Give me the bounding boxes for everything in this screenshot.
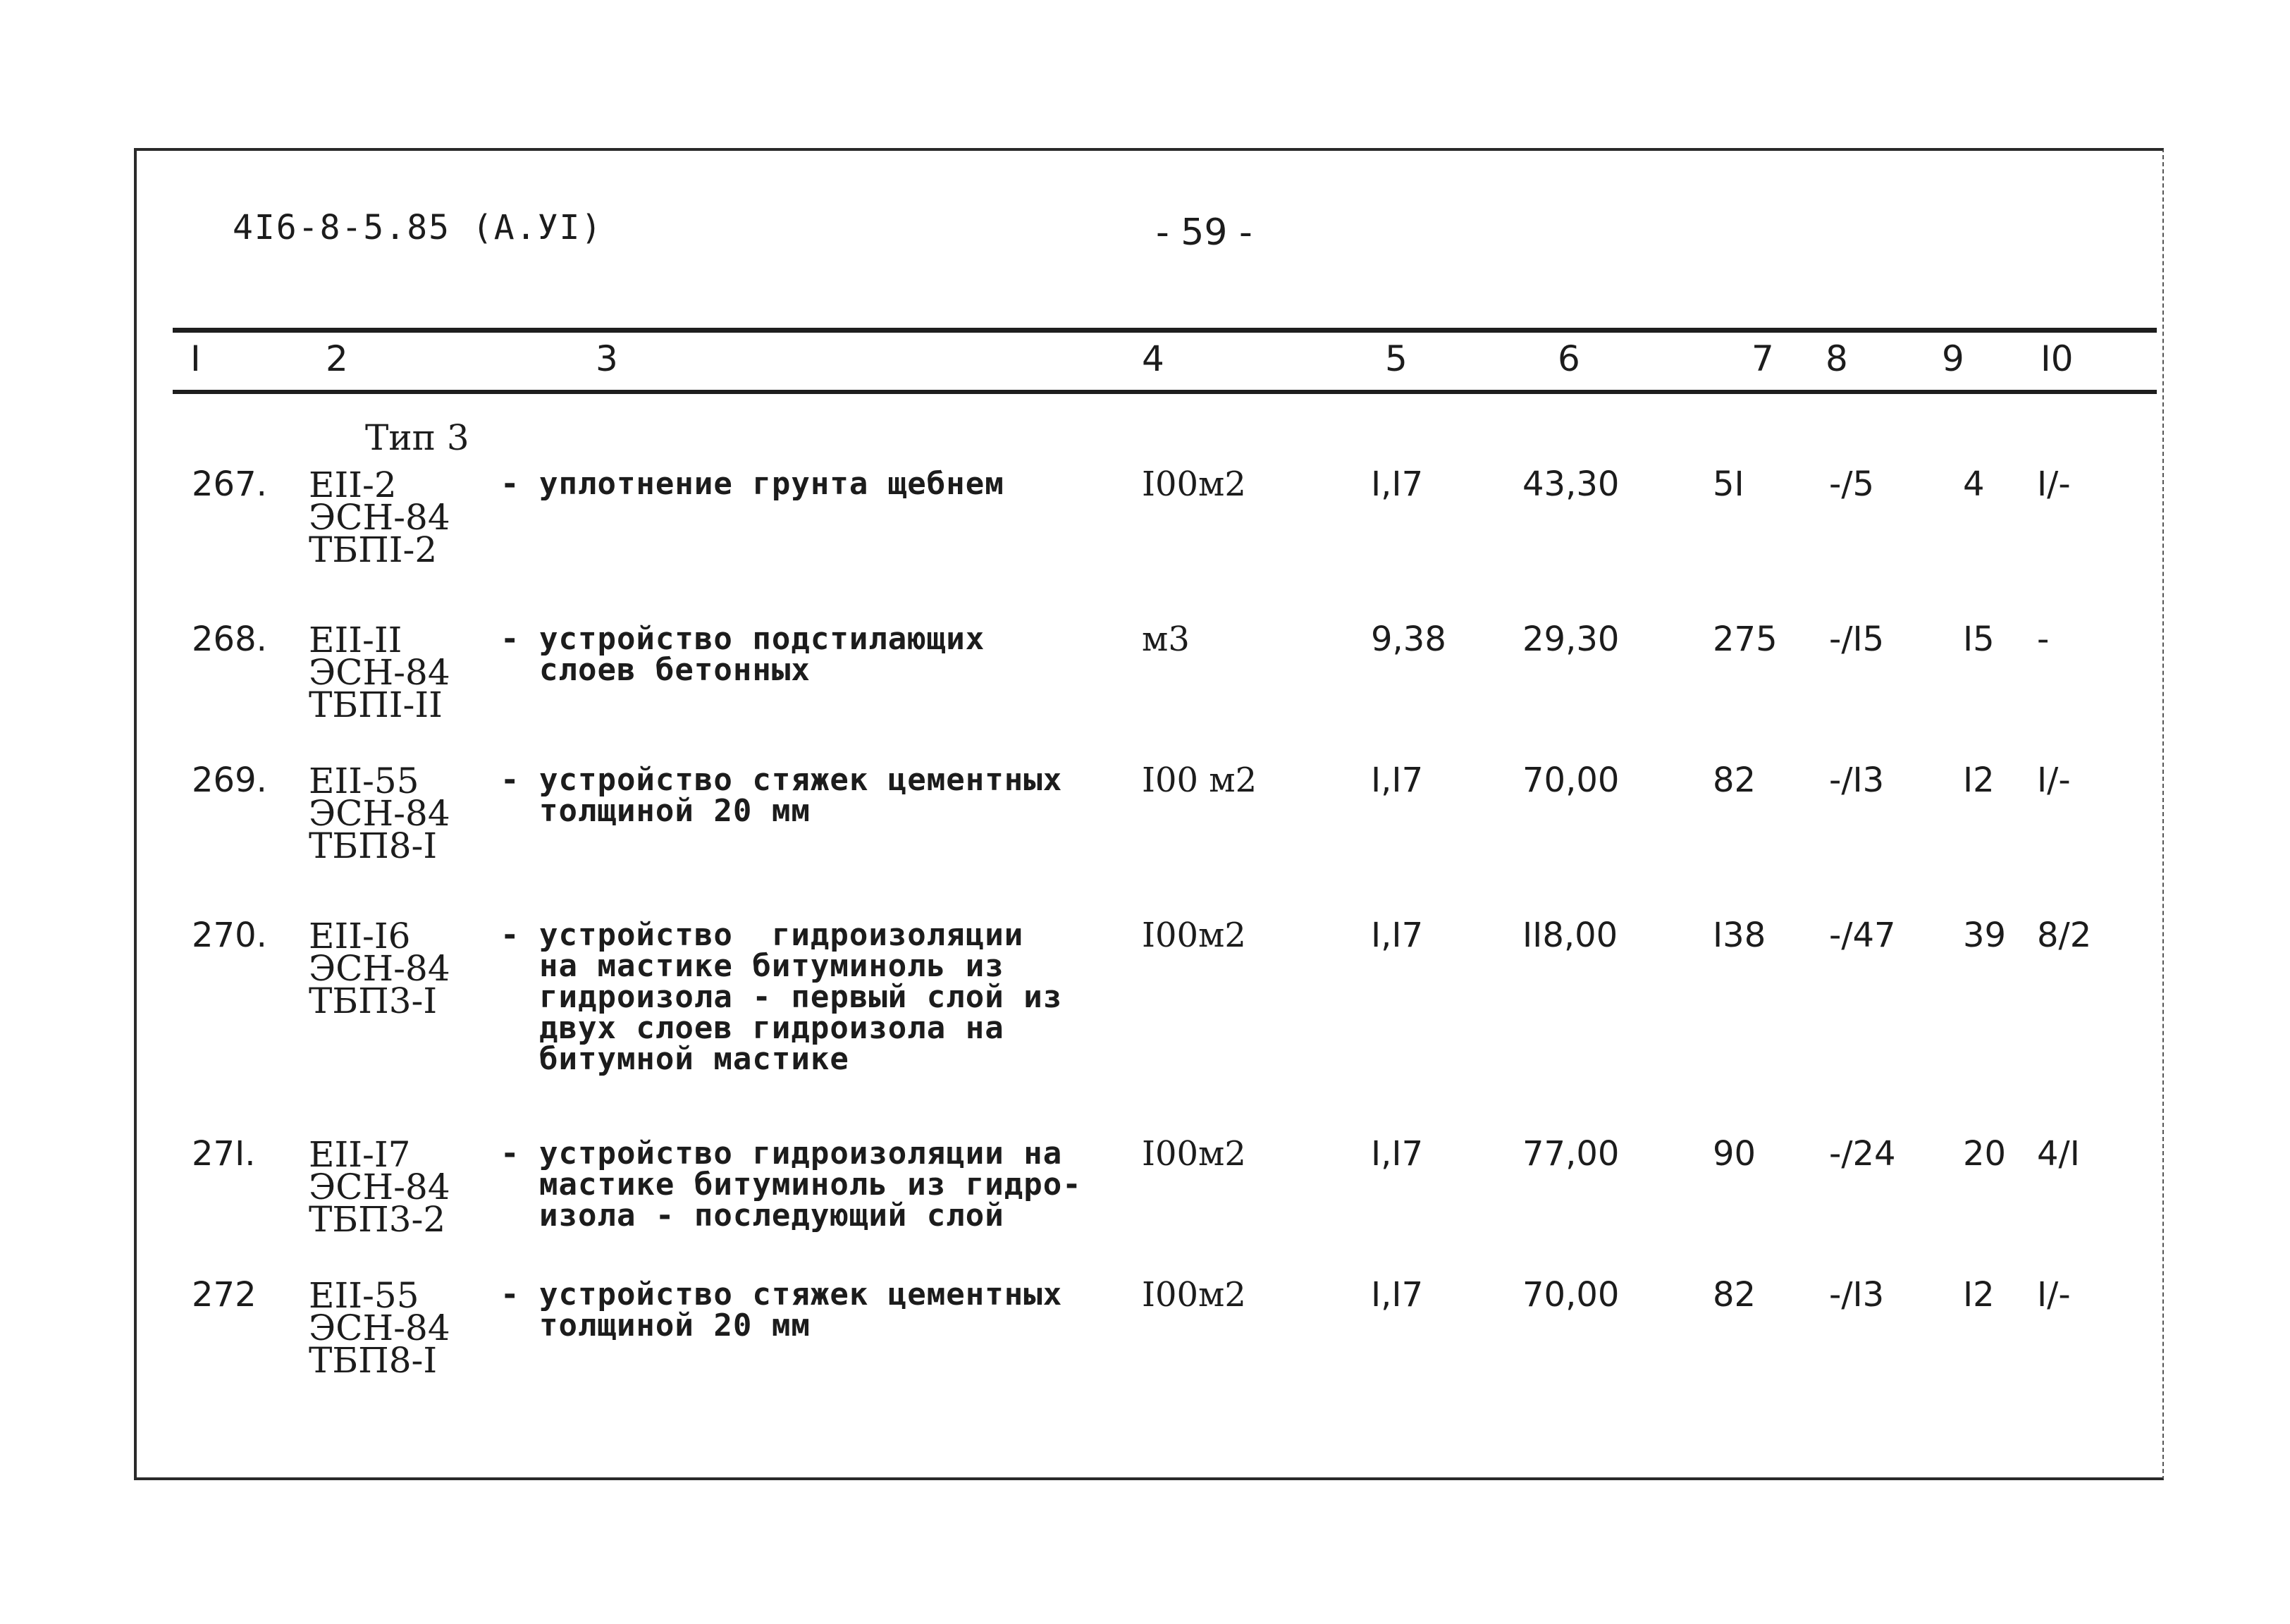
norm-code bbox=[309, 620, 450, 725]
column-10-cell: I/- bbox=[2037, 465, 2071, 504]
column-header-8: 8 bbox=[1826, 338, 1848, 379]
work-description-line: - устройство гидроизоляции bbox=[500, 917, 1024, 953]
section-title: Тип 3 bbox=[365, 417, 469, 458]
column-6-cell: 70,00 bbox=[1522, 1275, 1620, 1315]
column-6-cell: 43,30 bbox=[1522, 465, 1620, 504]
work-description bbox=[500, 1136, 1082, 1234]
work-description-line: гидроизола - первый слой из bbox=[500, 979, 1063, 1015]
page-number: - 59 - bbox=[1156, 211, 1252, 254]
norm-code-line: ЭСН-84 bbox=[309, 793, 450, 834]
work-description-line: битумной мастике bbox=[500, 1041, 849, 1077]
norm-code-line: ТБП3-I bbox=[309, 980, 438, 1021]
column-7-cell: 5I bbox=[1713, 465, 1744, 504]
norm-code-line: ЭСН-84 bbox=[309, 1308, 450, 1348]
norm-code-line: ТБП8-I bbox=[309, 825, 438, 866]
norm-code-line: ТБП3-2 bbox=[309, 1199, 446, 1240]
column-5-cell: 9,38 bbox=[1371, 620, 1446, 659]
norm-code-line: EII-55 bbox=[309, 1275, 419, 1316]
column-8-cell: -/47 bbox=[1829, 916, 1896, 955]
column-5-cell: I,I7 bbox=[1371, 1275, 1424, 1315]
column-10-cell: - bbox=[2037, 620, 2050, 659]
norm-code bbox=[309, 465, 450, 570]
work-description-line: двух слоев гидроизола на bbox=[500, 1010, 1004, 1046]
norm-code-line: ТБПI-2 bbox=[309, 529, 438, 570]
norm-code bbox=[309, 916, 450, 1021]
norm-code bbox=[309, 1275, 450, 1381]
column-6-cell: 77,00 bbox=[1522, 1134, 1620, 1174]
column-6-cell: 70,00 bbox=[1522, 761, 1620, 800]
document-code: 4I6-8-5.85 (A.УI) bbox=[233, 208, 603, 247]
column-7-cell: 90 bbox=[1713, 1134, 1756, 1174]
column-8-cell: -/I3 bbox=[1829, 761, 1885, 800]
norm-code bbox=[309, 1134, 450, 1240]
work-description-line: изола - последующий слой bbox=[500, 1198, 1004, 1234]
work-description-line: - устройство гидроизоляции на bbox=[500, 1136, 1063, 1171]
column-header-3: 3 bbox=[596, 338, 618, 379]
work-description-line: слоев бетонных bbox=[500, 652, 811, 688]
norm-code-line: EII-55 bbox=[309, 761, 419, 801]
unit-cell: I00м2 bbox=[1142, 1275, 1246, 1315]
work-description-line: толщиной 20 мм bbox=[500, 793, 811, 829]
column-7-cell: I38 bbox=[1713, 916, 1766, 955]
work-description bbox=[500, 917, 1063, 1077]
column-8-cell: -/24 bbox=[1829, 1134, 1896, 1174]
row-number: 272 bbox=[192, 1275, 257, 1315]
norm-code-line: ТБП8-I bbox=[309, 1340, 438, 1381]
row-number: 267. bbox=[192, 465, 267, 504]
column-9-cell: 4 bbox=[1963, 465, 1985, 504]
work-description-line: - устройство стяжек цементных bbox=[500, 1277, 1063, 1312]
column-9-cell: 39 bbox=[1963, 916, 2007, 955]
norm-code-line: EII-2 bbox=[309, 465, 397, 505]
column-8-cell: -/I3 bbox=[1829, 1275, 1885, 1315]
column-header-4: 4 bbox=[1142, 338, 1164, 379]
work-description-line: - уплотнение грунта щебнем bbox=[500, 466, 1004, 502]
column-5-cell: I,I7 bbox=[1371, 465, 1424, 504]
norm-code-line: ЭСН-84 bbox=[309, 652, 450, 693]
column-5-cell: I,I7 bbox=[1371, 1134, 1424, 1174]
column-9-cell: I2 bbox=[1963, 761, 1995, 800]
column-5-cell: I,I7 bbox=[1371, 916, 1424, 955]
work-description-line: мастике битуминоль из гидро- bbox=[500, 1167, 1082, 1202]
column-8-cell: -/5 bbox=[1829, 465, 1875, 504]
column-9-cell: I5 bbox=[1963, 620, 1995, 659]
norm-code bbox=[309, 761, 450, 866]
work-description bbox=[500, 1279, 1062, 1341]
column-7-cell: 82 bbox=[1713, 1275, 1756, 1315]
column-header-9: 9 bbox=[1942, 338, 1964, 379]
norm-code-line: EII-I6 bbox=[309, 916, 411, 956]
column-header-5: 5 bbox=[1385, 338, 1408, 379]
row-number: 27I. bbox=[192, 1134, 256, 1174]
table-top-rule bbox=[173, 328, 2157, 333]
column-6-cell: II8,00 bbox=[1522, 916, 1618, 955]
norm-code-line: ЭСН-84 bbox=[309, 948, 450, 989]
column-9-cell: 20 bbox=[1963, 1134, 2007, 1174]
unit-cell: I00м2 bbox=[1142, 916, 1246, 955]
unit-cell: I00 м2 bbox=[1142, 761, 1257, 800]
row-number: 270. bbox=[192, 916, 267, 955]
column-7-cell: 275 bbox=[1713, 620, 1778, 659]
column-9-cell: I2 bbox=[1963, 1275, 1995, 1315]
work-description bbox=[500, 762, 1063, 829]
work-description-line: на мастике битуминоль из bbox=[500, 948, 1004, 984]
unit-cell: м3 bbox=[1142, 620, 1190, 659]
unit-cell: I00м2 bbox=[1142, 465, 1246, 504]
column-6-cell: 29,30 bbox=[1522, 620, 1620, 659]
norm-code-line: ТБПI-II bbox=[309, 684, 443, 725]
work-description bbox=[500, 466, 1004, 502]
column-header-1: I bbox=[190, 338, 201, 379]
column-10-cell: 4/I bbox=[2037, 1134, 2080, 1174]
column-header-10: I0 bbox=[2040, 338, 2074, 379]
column-10-cell: I/- bbox=[2037, 761, 2071, 800]
work-description-line: - устройство подстилающих bbox=[500, 621, 985, 657]
column-5-cell: I,I7 bbox=[1371, 761, 1424, 800]
work-description-line: - устройство стяжек цементных bbox=[500, 762, 1063, 798]
unit-cell: I00м2 bbox=[1142, 1134, 1246, 1174]
column-header-6: 6 bbox=[1558, 338, 1580, 379]
norm-code-line: ЭСН-84 bbox=[309, 1167, 450, 1207]
table-header-rule bbox=[173, 390, 2157, 394]
norm-code-line: EII-II bbox=[309, 620, 402, 660]
column-7-cell: 82 bbox=[1713, 761, 1756, 800]
column-10-cell: 8/2 bbox=[2037, 916, 2092, 955]
norm-code-line: ЭСН-84 bbox=[309, 497, 450, 538]
column-8-cell: -/I5 bbox=[1829, 620, 1885, 659]
row-number: 269. bbox=[192, 761, 267, 800]
work-description-line: толщиной 20 мм bbox=[500, 1308, 811, 1343]
column-header-7: 7 bbox=[1752, 338, 1774, 379]
column-header-2: 2 bbox=[326, 338, 348, 379]
work-description bbox=[500, 621, 985, 688]
column-10-cell: I/- bbox=[2037, 1275, 2071, 1315]
norm-code-line: EII-I7 bbox=[309, 1134, 411, 1175]
row-number: 268. bbox=[192, 620, 267, 659]
